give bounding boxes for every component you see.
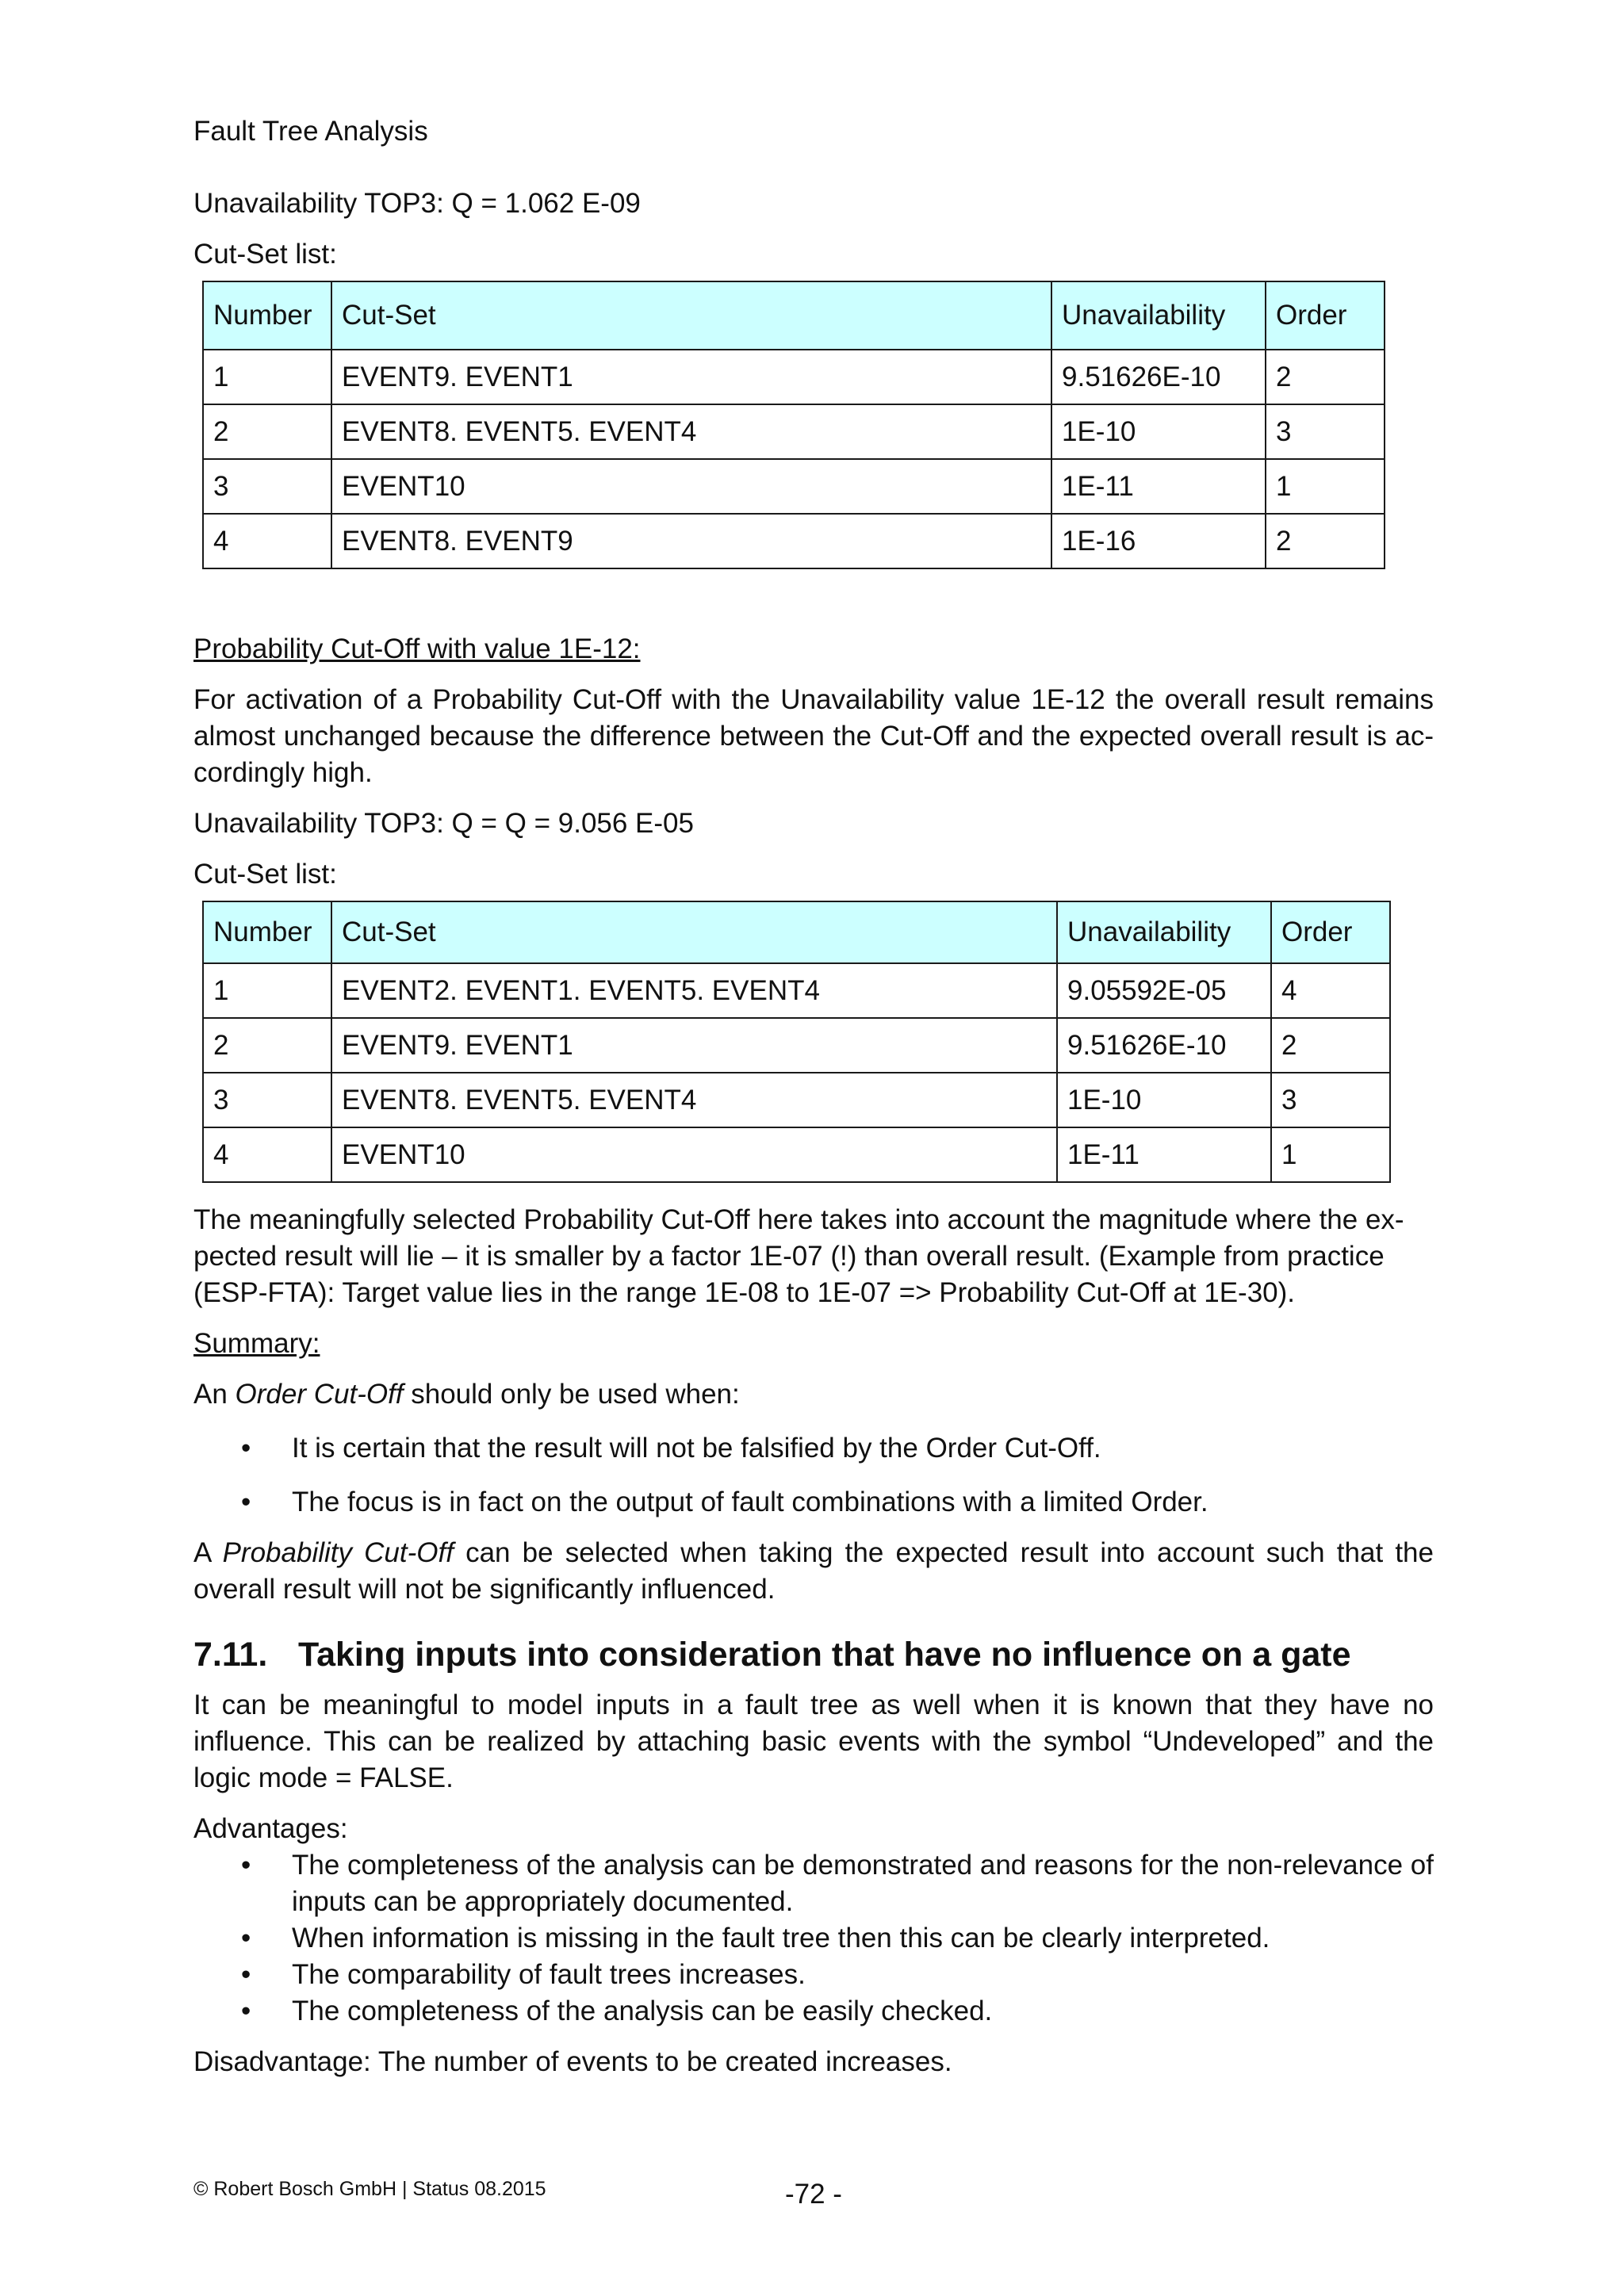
cutset-table	[202, 281, 1385, 569]
table-header-row	[203, 281, 1385, 350]
column-header-unavailability: Unavailability	[1051, 281, 1266, 350]
section-title: Taking inputs into consideration that have no influence on a gate	[298, 1636, 1351, 1674]
section-intro: It can be meaningful to model inputs in a fault tree as well when it is known that they have no influence. This can be realized by attaching basic events with the symbol “Undeveloped” and the logic mode = FALSE.	[193, 1689, 1434, 1793]
disadvantage-note: Disadvantage: The number of events to be created increases.	[193, 2046, 952, 2077]
cell-unavailability: 1E-10	[1057, 1073, 1271, 1127]
cell-order: 4	[1271, 963, 1390, 1018]
cell-order: 1	[1271, 1127, 1390, 1182]
column-header-number: Number	[203, 901, 331, 963]
cell-cutset: EVENT8. EVENT9	[331, 514, 1051, 568]
table-row	[203, 1073, 1390, 1127]
cell-number: 4	[203, 514, 331, 568]
cell-cutset: EVENT9. EVENT1	[331, 350, 1051, 404]
cell-cutset: EVENT10	[331, 459, 1051, 514]
cutoff-explanation	[193, 1202, 1434, 1311]
cell-cutset: EVENT10	[331, 1127, 1057, 1182]
cutset-list-label: Cut-Set list:	[193, 239, 337, 270]
cell-unavailability: 1E-11	[1051, 459, 1266, 514]
table-row	[203, 1127, 1390, 1182]
list-item: • It is certain that the result will not be falsified by the Order Cut-Off.	[193, 1430, 1434, 1467]
cell-order: 2	[1266, 514, 1385, 568]
table-row	[203, 404, 1385, 459]
probability-cutoff-paragraph: For activation of a Probability Cut-Off with the Unavailability value 1E-12 the overall result remains almost unchanged because the difference between the Cut-Off and the expected overall result is accordingly high.	[193, 684, 1434, 788]
cell-number: 3	[203, 459, 331, 514]
cell-unavailability: 1E-16	[1051, 514, 1266, 568]
cell-number: 4	[203, 1127, 331, 1182]
column-header-unavailability: Unavailability	[1057, 901, 1271, 963]
cell-number: 1	[203, 350, 331, 404]
section-heading	[193, 1632, 1434, 1678]
cell-number: 2	[203, 404, 331, 459]
cell-order: 3	[1266, 404, 1385, 459]
table-row	[203, 350, 1385, 404]
cell-unavailability: 1E-11	[1057, 1127, 1271, 1182]
unavailability-top3-result: Unavailability TOP3: Q = 1.062 E-09	[193, 188, 641, 219]
cell-number: 3	[203, 1073, 331, 1127]
column-header-number: Number	[203, 281, 331, 350]
list-item: • The completeness of the analysis can be easily checked.	[193, 1993, 1434, 2030]
column-header-cutset: Cut-Set	[331, 901, 1057, 963]
cutoff-explanation-line: (ESP-FTA): Target value lies in the range 1E-08 to 1E-07 => Probability Cut-Off at 1E-30).	[193, 1277, 1296, 1308]
advantages-list	[193, 1847, 1434, 2030]
table-row	[203, 514, 1385, 568]
list-item: • The completeness of the analysis can be demonstrated and reasons for the non-relevance of inputs can be appropriately documented.	[193, 1847, 1434, 1920]
cell-cutset: EVENT2. EVENT1. EVENT5. EVENT4	[331, 963, 1057, 1018]
cell-cutset: EVENT9. EVENT1	[331, 1018, 1057, 1073]
advantages-label: Advantages:	[193, 1813, 348, 1844]
section-number: 7.11.	[193, 1636, 268, 1674]
bullet-icon: •	[241, 1433, 251, 1464]
cell-cutset: EVENT8. EVENT5. EVENT4	[331, 1073, 1057, 1127]
cell-unavailability: 9.05592E-05	[1057, 963, 1271, 1018]
cell-order: 3	[1271, 1073, 1390, 1127]
list-item: • When information is missing in the fault tree then this can be clearly interpreted.	[193, 1920, 1434, 1957]
bullet-icon: •	[241, 1959, 251, 1990]
probability-cutoff-summary: A Probability Cut-Off can be selected when taking the expected result into account such that the overall result will not be significantly influenced.	[193, 1537, 1434, 1605]
cell-cutset: EVENT8. EVENT5. EVENT4	[331, 404, 1051, 459]
list-item: • The focus is in fact on the output of fault combinations with a limited Order.	[193, 1484, 1434, 1521]
cell-unavailability: 1E-10	[1051, 404, 1266, 459]
cell-order: 2	[1266, 350, 1385, 404]
table-row	[203, 1018, 1390, 1073]
cell-number: 1	[203, 963, 331, 1018]
unavailability-top3-result: Unavailability TOP3: Q = Q = 9.056 E-05	[193, 808, 694, 839]
cutset-list-label: Cut-Set list:	[193, 859, 337, 890]
summary-heading: Summary:	[193, 1328, 320, 1359]
cell-unavailability: 9.51626E-10	[1051, 350, 1266, 404]
footer-copyright: © Robert Bosch GmbH | Status 08.2015	[193, 2178, 546, 2200]
page-body	[193, 109, 1434, 2080]
cell-order: 1	[1266, 459, 1385, 514]
column-header-order: Order	[1266, 281, 1385, 350]
bullet-icon: •	[241, 1850, 251, 1881]
cell-number: 2	[203, 1018, 331, 1073]
page-number: -72 -	[785, 2179, 842, 2210]
column-header-order: Order	[1271, 901, 1390, 963]
order-cutoff-intro: An Order Cut-Off should only be used when:	[193, 1379, 740, 1410]
bullet-icon: •	[241, 1923, 251, 1954]
table-row	[203, 459, 1385, 514]
bullet-icon: •	[241, 1996, 251, 2026]
cell-order: 2	[1271, 1018, 1390, 1073]
table-row	[203, 963, 1390, 1018]
list-item: • The comparability of fault trees increases.	[193, 1957, 1434, 1993]
cell-unavailability: 9.51626E-10	[1057, 1018, 1271, 1073]
cutset-table	[202, 901, 1391, 1183]
probability-cutoff-term: Probability Cut-Off	[222, 1537, 454, 1568]
column-header-cutset: Cut-Set	[331, 281, 1051, 350]
bullet-icon: •	[241, 1487, 251, 1517]
order-cutoff-conditions	[193, 1430, 1434, 1521]
table-header-row	[203, 901, 1390, 963]
order-cutoff-term: Order Cut-Off	[235, 1379, 404, 1410]
running-header: Fault Tree Analysis	[193, 116, 428, 147]
probability-cutoff-heading: Probability Cut-Off with value 1E-12:	[193, 633, 641, 664]
cutoff-explanation-line: The meaningfully selected Probability Cut-Off here takes into account the magnitude where the ex-	[193, 1204, 1404, 1235]
cutoff-explanation-line: pected result will lie – it is smaller by a factor 1E-07 (!) than overall result. (Example from practice	[193, 1241, 1385, 1272]
